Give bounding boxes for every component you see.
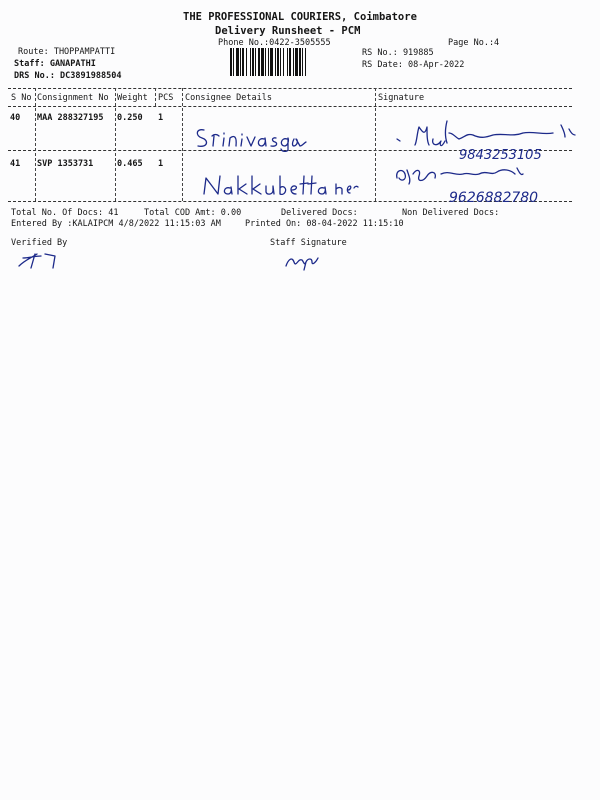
col-divider — [375, 88, 376, 201]
barcode-bar — [250, 48, 251, 76]
table-header-rule — [8, 106, 572, 107]
barcode-bar — [280, 48, 281, 76]
barcode-bar — [246, 48, 247, 76]
barcode-bar — [258, 48, 260, 76]
barcode-bar — [242, 48, 244, 76]
rs-date: RS Date: 08-Apr-2022 — [362, 60, 465, 70]
row-consignment: SVP 1353731 — [37, 159, 94, 169]
printed-on: Printed On: 08-04-2022 11:15:10 — [245, 219, 404, 229]
sheet-title: Delivery Runsheet - PCM — [215, 25, 361, 37]
drs-number: DRS No.: DC3891988504 — [14, 71, 122, 81]
staff-signature-label: Staff Signature — [270, 238, 347, 248]
consignee-handwriting — [192, 122, 312, 152]
staff-name: Staff: GANAPATHI — [14, 59, 96, 69]
barcode-bar — [236, 48, 239, 76]
barcode-bar — [265, 48, 266, 76]
barcode-bar — [268, 48, 269, 76]
col-divider — [155, 88, 156, 106]
entered-by: Entered By :KALAIPCM 4/8/2022 11:15:03 AM — [11, 219, 221, 229]
row-sno: 40 — [10, 113, 21, 123]
barcode-bar — [283, 48, 284, 76]
barcode-bar — [299, 48, 301, 76]
total-docs: Total No. Of Docs: 41 — [11, 208, 119, 218]
barcode-bar — [230, 48, 232, 76]
svg-text:9843253105: 9843253105 — [459, 148, 542, 161]
barcode — [230, 48, 358, 76]
col-header-weight: Weight — [117, 93, 148, 103]
barcode-bar — [255, 48, 256, 76]
company-name: THE PROFESSIONAL COURIERS, Coimbatore — [183, 11, 417, 23]
row-consignment: MAA 288327195 — [37, 113, 104, 123]
total-cod: Total COD Amt: 0.00 — [144, 208, 242, 218]
barcode-bar — [302, 48, 303, 76]
barcode-bar — [233, 48, 234, 76]
verifier-signature — [15, 248, 67, 270]
delivered-docs: Delivered Docs: — [281, 208, 358, 218]
col-header-signature: Signature — [378, 93, 425, 103]
barcode-bar — [277, 48, 279, 76]
table-top-rule — [8, 88, 572, 89]
barcode-bar — [240, 48, 241, 76]
col-divider — [115, 88, 116, 201]
rs-number: RS No.: 919885 — [362, 48, 434, 58]
row-weight: 0.465 — [117, 159, 143, 169]
page-number: Page No.:4 — [448, 38, 500, 48]
consignee-handwriting — [200, 170, 360, 200]
col-header-sno: S No — [11, 93, 32, 103]
col-header-pcs: PCS — [158, 93, 174, 103]
svg-text:9626882780: 9626882780 — [449, 190, 539, 205]
col-header-consignment: Consignment No — [37, 93, 109, 103]
barcode-bar — [252, 48, 254, 76]
barcode-bar — [275, 48, 276, 76]
barcode-bar — [293, 48, 294, 76]
barcode-bar — [261, 48, 264, 76]
signature-with-phone — [393, 115, 583, 161]
barcode-bar — [295, 48, 298, 76]
col-divider — [35, 88, 36, 201]
barcode-bar — [289, 48, 291, 76]
non-delivered-docs: Non Delivered Docs: — [402, 208, 500, 218]
row-pcs: 1 — [158, 113, 164, 123]
row-weight: 0.250 — [117, 113, 143, 123]
row-sno: 41 — [10, 159, 21, 169]
signature-with-phone — [393, 160, 598, 205]
barcode-bar — [287, 48, 288, 76]
barcode-bar — [305, 48, 306, 76]
col-header-consignee: Consignee Details — [185, 93, 272, 103]
phone-number: Phone No.:0422-3505555 — [218, 38, 331, 48]
route: Route: THOPPAMPATTI — [18, 47, 116, 57]
row-pcs: 1 — [158, 159, 164, 169]
staff-signature — [282, 248, 327, 272]
col-divider — [182, 88, 183, 201]
barcode-bar — [270, 48, 273, 76]
verified-by-label: Verified By — [11, 238, 68, 248]
